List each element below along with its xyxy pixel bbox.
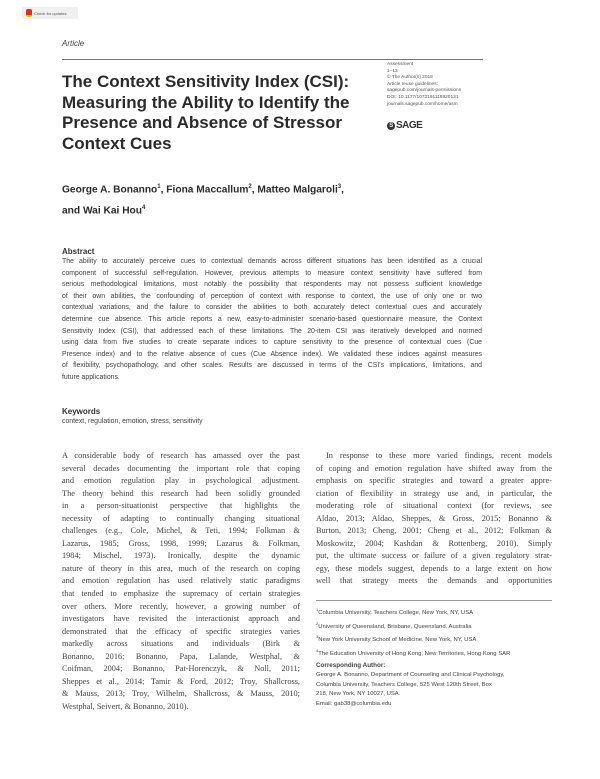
text-line: necessity of adapting to continually changing situational <box>62 513 300 523</box>
affiliation-text: The Education University of Hong Kong, New Territories, Hong Kong SAR <box>318 650 511 657</box>
text-line: Burton, 2013; Cheng, 2001; Cheng et al., 2012; Folkman & <box>316 526 552 536</box>
address-line: Columbia University, Teachers College, 525 West 120th Street, Box <box>316 681 492 688</box>
affiliation <box>316 605 556 619</box>
footnote-number: 1 <box>316 607 319 612</box>
text-line: egy, these models suggest, depends to a large extent on how <box>316 563 552 573</box>
title-line: The Context Sensitivity Index (CSI): <box>62 72 350 91</box>
title-line: Measuring the Ability to Identify the <box>62 92 350 112</box>
title-line: Context Cues <box>62 133 172 153</box>
text-line: investigators have revisited the interactionist approach and <box>62 614 300 624</box>
author-list <box>62 178 344 221</box>
affiliation-text: University of Queensland, Brisbane, Queensland, Australia <box>318 623 472 630</box>
text-line: 1984; Mischel, 1973). Ironically, despite the dynamic <box>62 551 300 561</box>
check-for-updates-badge[interactable] <box>22 7 78 19</box>
text-line: The ability to accurately perceive cues to contextual demands across different situations has been identified as a crucial <box>62 258 482 265</box>
address-line: George A. Bonanno, Department of Counseling and Clinical Psychology, <box>316 671 505 678</box>
text-line: Moskowitz, 2004; Kashdan & Rottenberg, 2010). Simply <box>316 538 552 548</box>
affiliation-mark: 4 <box>142 205 146 212</box>
text-line: The theory behind this research had been solidly grounded <box>62 488 300 498</box>
text-line: Coifman, 2004; Bonanno, Pat-Horenczyk, & Noll, 2011; <box>62 664 300 674</box>
affiliation-mark: 2 <box>248 184 252 190</box>
text-line: of flexibility, psychopathology, and other scales. Results are discussed in terms of the CSI's implications, limitations, and <box>62 362 482 370</box>
journal-name: Assessment <box>387 62 414 67</box>
keywords-text: context, regulation, emotion, stress, sensitivity <box>62 418 203 425</box>
text-line: Sheppes et al., 2014; Tamir & Ford, 2012; Troy, Shallcross, <box>62 676 300 686</box>
affiliation-mark: 1 <box>157 184 161 190</box>
footnote-number: 2 <box>316 620 319 626</box>
footnote-number: 3 <box>316 634 319 640</box>
text-line: in a person-situationist perspective that highlights the <box>62 501 300 511</box>
text-line: put, the ultimate success or failure of a given regulatory strat- <box>316 551 552 561</box>
text-line: over others. More recently, however, a growing number of <box>62 601 300 611</box>
text-line: of coping and emotion regulation have shifted away from the <box>316 463 552 473</box>
text-line: serious methodological limitations, most notably the possibility that respondents may not possess sufficient knowledge <box>62 281 482 289</box>
reuse-label: Article reuse guidelines: <box>387 81 438 87</box>
affiliation-mark: 3 <box>337 184 342 190</box>
text-line: contextual variations, and the failure to consider the abilities to both accurately detect contextual cues and accurately <box>62 304 482 312</box>
author-name: Fiona Maccallum <box>166 184 249 196</box>
text-line: and emotion regulation play in psychological adjustment. <box>62 476 300 486</box>
keywords-section <box>62 407 203 425</box>
text-line: & Mauss, 2013; Troy, Wilhelm, Shallcross, & Mauss, 2010; <box>62 689 300 699</box>
text-line: Aldao, 2013; Aldao, Sheppes, & Gross, 2015; Bonanno & <box>316 513 552 523</box>
section-label: Article <box>62 39 85 48</box>
text-line: challenges (e.g., Cole, Michel, & Teti, 1994; Folkman & <box>62 526 300 536</box>
text-line: determine cue absence. This article reports a new, easy-to-administer scenario-based questionnaire measure, the Context <box>62 315 482 323</box>
separator: , <box>251 184 258 196</box>
text-line: demonstrated that the efficacy of specific strategies varies <box>62 626 300 636</box>
corresponding-heading: Corresponding Author: <box>316 662 386 669</box>
doi[interactable]: DOI: 10.1177/1073191118820131 <box>387 94 459 100</box>
text-line: emphasis on specific strategies and toward a greater appre- <box>316 476 552 486</box>
text-line: Presence index) and to the relative absence of cues (Cue Absence index). We validated these indices against measures <box>62 350 482 358</box>
affiliations <box>316 605 556 660</box>
affiliation <box>316 646 541 660</box>
sage-logo <box>387 120 422 131</box>
text-line: future applications. <box>62 373 120 381</box>
abstract-text <box>62 256 482 384</box>
permissions-link[interactable]: sagepub.com/journals-permissions <box>387 88 462 94</box>
text-line: Lazarus, 1985; Gross, 1998, 1999; Lazarus & Folkman, <box>62 538 300 548</box>
affiliation-text: New York University School of Medicine, New York, NY, USA <box>318 637 477 644</box>
address-line: 218, New York, NY 10027, USA. <box>316 691 401 698</box>
check-for-updates-label: Check for updates <box>34 10 67 16</box>
text-line: A considerable body of research has amassed over the past <box>62 451 300 460</box>
article-title <box>62 72 382 154</box>
publisher-name: SAGE <box>396 120 423 131</box>
text-line: Westphal, Seivert, & Bonanno, 2010). <box>62 701 189 711</box>
author-name: Matteo Malgaroli <box>257 184 338 196</box>
affiliation-text: Columbia University, Teachers College, New York, NY, USA <box>318 609 474 616</box>
footnote-rule <box>316 600 552 601</box>
text-line: ciation of flexibility in strategy use and, in particular, the <box>316 488 552 498</box>
abstract-section <box>62 247 482 384</box>
author-name: George A. Bonanno <box>62 184 158 196</box>
title-line: Presence and Absence of Stressor <box>62 113 342 132</box>
text-line: Bonanno, 2016; Bonanno, Papa, Lalande, Westphal, & <box>62 651 300 661</box>
body-column-right <box>316 450 552 588</box>
text-line: well that strategy meets the demands and opportunities <box>316 576 552 586</box>
sage-s-icon: S <box>387 122 395 130</box>
text-line: component of successful self-regulation. However, previous attempts to measure context sensitivity have suffered from <box>62 269 482 277</box>
text-line: that tended to emphasize the supremacy of certain strategies <box>62 589 300 599</box>
text-line: of their own abilities, the confounding of perception of context with response to context, the use of only one or two <box>62 292 482 300</box>
copyright: © The Author(s) 2018 <box>387 75 433 81</box>
keywords-heading: Keywords <box>62 407 101 416</box>
separator: , <box>160 184 167 196</box>
abstract-heading: Abstract <box>62 247 95 256</box>
author-name: and Wai Kai Hou <box>62 205 142 217</box>
text-line: several decades documenting the important role that coping <box>62 463 300 473</box>
footnote-number: 4 <box>316 648 319 654</box>
email-link[interactable]: Email: gab38@columbia.edu <box>316 701 392 708</box>
body-column-left <box>62 450 300 713</box>
affiliation <box>316 619 556 633</box>
page-range: 1–13 <box>387 68 398 74</box>
corresponding-author <box>316 661 556 710</box>
text-line: and emotion regulation has used relatively static paradigms <box>62 576 300 586</box>
crossmark-icon <box>26 9 32 17</box>
separator: , <box>341 184 344 196</box>
text-line: Sensitivity Index (CSI), that addressed each of these limitations. The 20-item CSI was iteratively developed and normed <box>62 327 482 335</box>
text-line: moderating role of situational context (for reviews, see <box>316 501 552 511</box>
text-line: In response to these more varied findings, recent models <box>326 451 552 460</box>
header-rule <box>62 59 483 60</box>
text-line: nature of theory in this area, much of the research on coping <box>62 563 300 573</box>
journal-home-link[interactable]: journals.sagepub.com/home/asm <box>387 101 458 107</box>
text-line: markedly across situations and individuals (Birk & <box>62 639 300 649</box>
journal-meta <box>387 62 461 108</box>
affiliation <box>316 632 556 646</box>
text-line: using data from five studies to create separate indices to capture sensitivity to the presence of contextual cues (Cue <box>62 339 482 347</box>
